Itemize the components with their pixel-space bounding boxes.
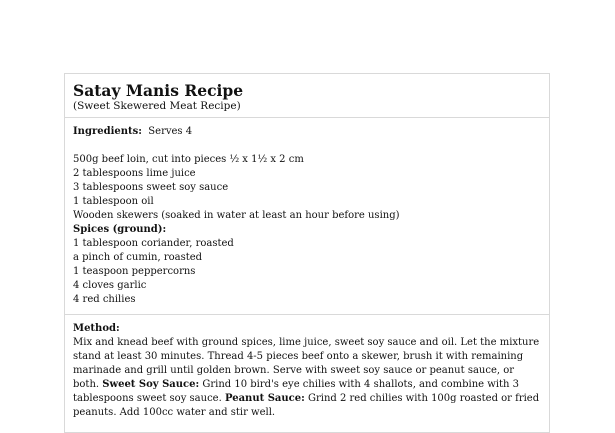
peanut-sauce-label: Peanut Sauce: <box>224 393 305 404</box>
soy-sauce-label: Sweet Soy Sauce: <box>102 379 200 390</box>
recipe-header <box>65 74 549 118</box>
spice-item: a pinch of cumin, roasted <box>73 252 203 263</box>
method-section <box>65 315 549 420</box>
ingredients-section <box>65 118 549 315</box>
method-label: Method: <box>73 323 120 334</box>
spices-label: Spices (ground): <box>73 224 167 235</box>
recipe-card <box>64 73 550 433</box>
spice-item: 1 teaspoon peppercorns <box>73 266 196 277</box>
serves-text: Serves 4 <box>148 126 193 137</box>
ingredient-item: 1 tablespoon oil <box>73 196 154 207</box>
recipe-subtitle: (Sweet Skewered Meat Recipe) <box>73 100 241 112</box>
recipe-title: Satay Manis Recipe <box>73 81 244 100</box>
ingredient-item: Wooden skewers (soaked in water at least an hour before using) <box>73 210 400 221</box>
ingredient-item: 500g beef loin, cut into pieces ½ x 1½ x 2 cm <box>73 154 304 165</box>
ingredients-heading <box>73 125 541 139</box>
spacer <box>73 139 541 153</box>
spice-item: 1 tablespoon coriander, roasted <box>73 238 234 249</box>
method-instructions: Mix and knead beef with ground spices, lime juice, sweet soy sauce and oil. Let the mixture stand at least 30 minutes. Thread 4-5 pieces beef onto a skewer, brush it with remaining marinade and grill until golden brown. Serve with sweet soy sauce or peanut sauce, or both. <box>73 337 540 390</box>
spice-item: 4 red chilies <box>73 294 136 305</box>
ingredients-label: Ingredients: <box>73 126 142 137</box>
method-text <box>73 336 543 420</box>
peanut-sauce-text: Grind 2 red chilies with 100g roasted or fried peanuts. Add 100cc water and stir well. <box>73 393 540 418</box>
ingredient-item: 2 tablespoons lime juice <box>73 168 196 179</box>
spice-item: 4 cloves garlic <box>73 280 147 291</box>
ingredient-item: 3 tablespoons sweet soy sauce <box>73 182 229 193</box>
soy-sauce-text: Grind 10 bird's eye chilies with 4 shallots, and combine with 3 tablespoons sweet soy sauce. <box>73 379 520 404</box>
